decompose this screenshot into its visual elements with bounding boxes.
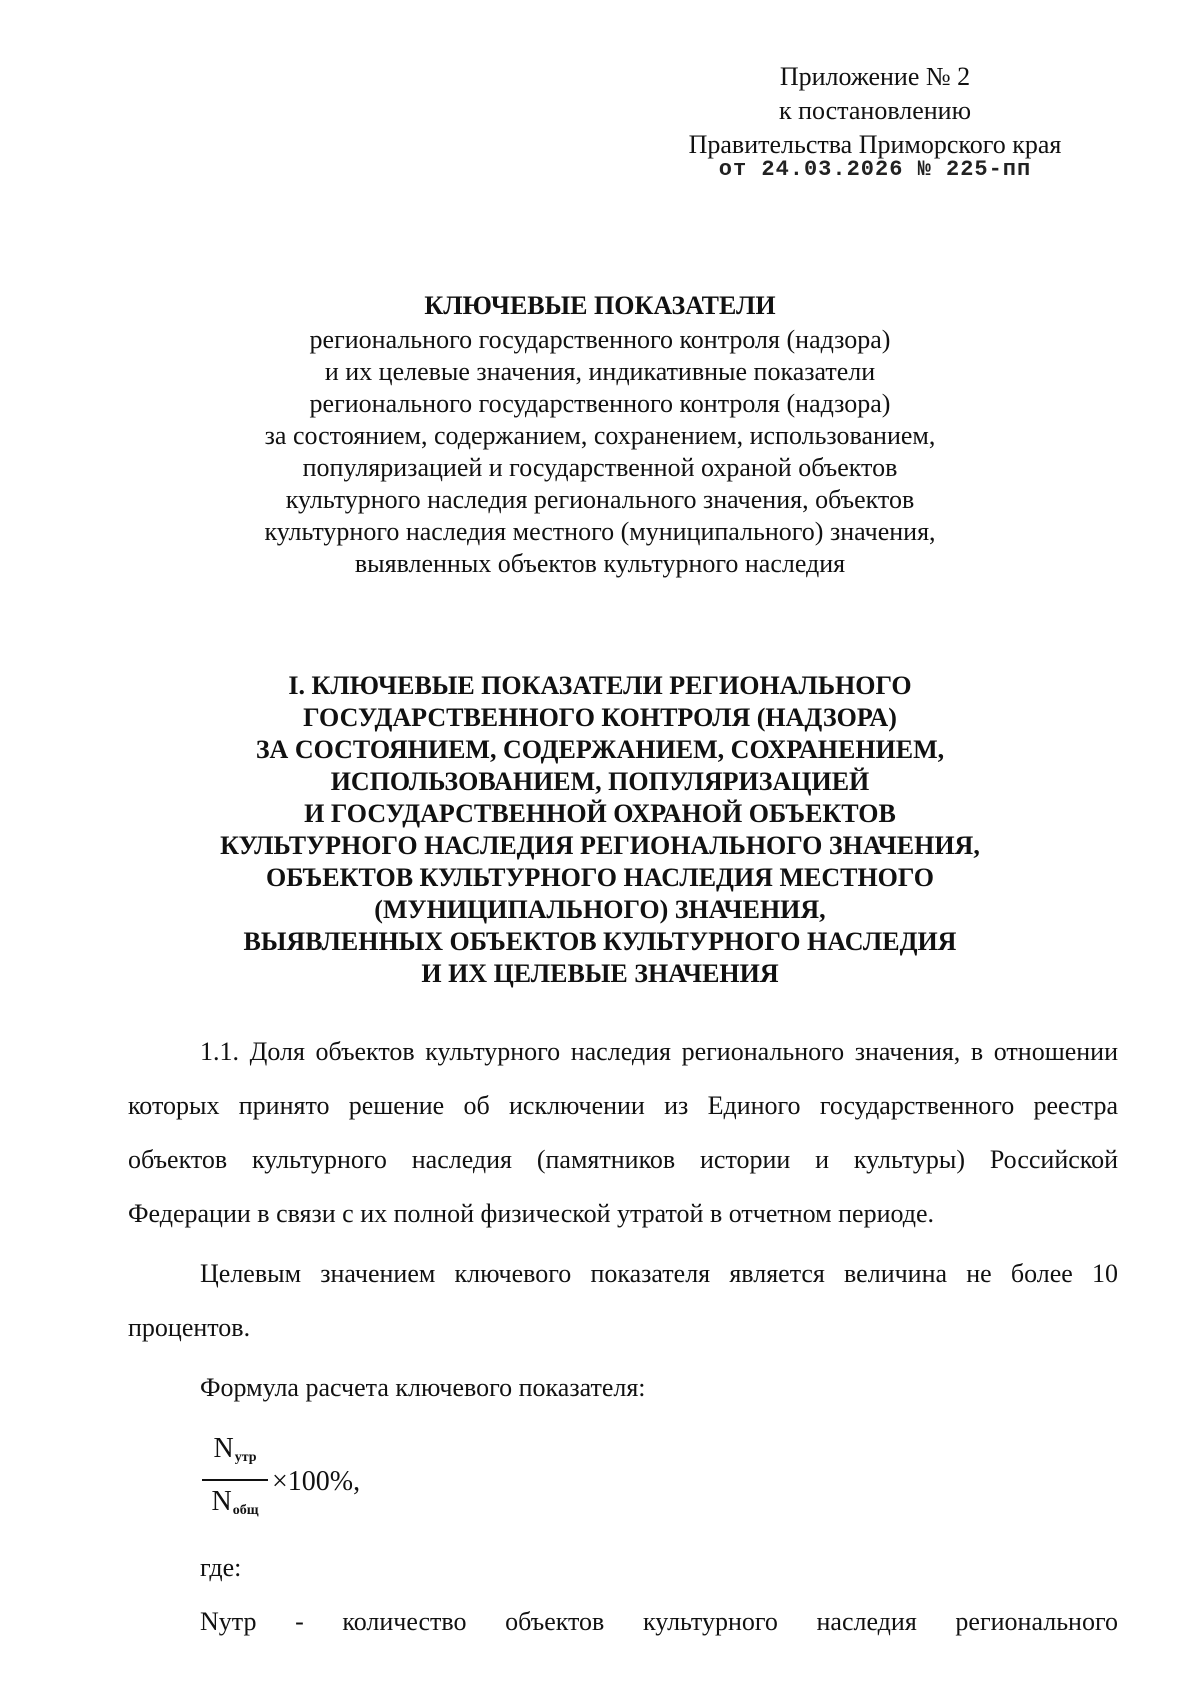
section-heading (150, 670, 1050, 990)
appendix-header (640, 60, 1110, 180)
section-heading-line: I. КЛЮЧЕВЫЕ ПОКАЗАТЕЛИ РЕГИОНАЛЬНОГО (288, 671, 912, 700)
section-heading-line: И ИХ ЦЕЛЕВЫЕ ЗНАЧЕНИЯ (421, 959, 779, 988)
appendix-ref: к постановлению (778, 96, 972, 125)
title-line: за состоянием, содержанием, сохранением, использованием, (264, 421, 936, 450)
formula (202, 1425, 1118, 1535)
title-line: и их целевые значения, индикативные показатели (324, 357, 876, 386)
document-title (150, 290, 1050, 580)
formula-numerator: $N_{утр}$ (213, 1433, 257, 1465)
formula-fraction (202, 1432, 268, 1528)
section-heading-line: ГОСУДАРСТВЕННОГО КОНТРОЛЯ (НАДЗОРА) (303, 703, 897, 732)
title-line: популяризацией и государственной охраной объектов (302, 453, 898, 482)
paragraph-formula-intro: Формула расчета ключевого показателя: (200, 1373, 646, 1402)
section-heading-line: ОБЪЕКТОВ КУЛЬТУРНОГО НАСЛЕДИЯ МЕСТНОГО (265, 863, 935, 892)
section-heading-line: И ГОСУДАРСТВЕННОЙ ОХРАНОЙ ОБЪЕКТОВ (304, 799, 896, 828)
appendix-date-stamp: от 24.03.2026 № 225-пп (718, 157, 1032, 182)
appendix-authority: Правительства Приморского края (688, 130, 1062, 159)
formula-multiplier: ×100%, (272, 1466, 361, 1497)
document-body (128, 1025, 1118, 1649)
title-line: культурного наследия местного (муниципального) значения, (264, 517, 936, 546)
title-line: регионального государственного контроля (надзора) (309, 325, 891, 354)
section-heading-line: ИСПОЛЬЗОВАНИЕМ, ПОПУЛЯРИЗАЦИЕЙ (330, 767, 870, 796)
section-heading-line: (МУНИЦИПАЛЬНОГО) ЗНАЧЕНИЯ, (374, 895, 826, 924)
section-heading-line: ВЫЯВЛЕННЫХ ОБЪЕКТОВ КУЛЬТУРНОГО НАСЛЕДИЯ (243, 927, 957, 956)
appendix-number: Приложение № 2 (779, 62, 971, 91)
where-label: где: (200, 1553, 242, 1582)
title-main: КЛЮЧЕВЫЕ ПОКАЗАТЕЛИ (424, 291, 776, 320)
formula-denominator: $N_{общ}$ (211, 1486, 259, 1518)
paragraph-indicator-definition: 1.1. Доля объектов культурного наследия регионального значения, в отношении которых принято решение об исключении из Единого государственного реестра объектов культурного наследия (памятников истории и культуры) Российской Федерации в связи с их полной физической утратой в отчетном периоде. (128, 1037, 1118, 1228)
section-heading-line: КУЛЬТУРНОГО НАСЛЕДИЯ РЕГИОНАЛЬНОГО ЗНАЧЕНИЯ, (220, 831, 980, 860)
title-line: выявленных объектов культурного наследия (354, 549, 846, 578)
fraction-bar (202, 1479, 268, 1481)
title-line: культурного наследия регионального значения, объектов (285, 485, 915, 514)
paragraph-target-value: Целевым значением ключевого показателя является величина не более 10 процентов. (128, 1259, 1118, 1342)
title-line: регионального государственного контроля (надзора) (309, 389, 891, 418)
variable-definition: Nутр - количество объектов культурного наследия регионального (200, 1607, 1118, 1636)
section-heading-line: ЗА СОСТОЯНИЕМ, СОДЕРЖАНИЕМ, СОХРАНЕНИЕМ, (255, 735, 945, 764)
